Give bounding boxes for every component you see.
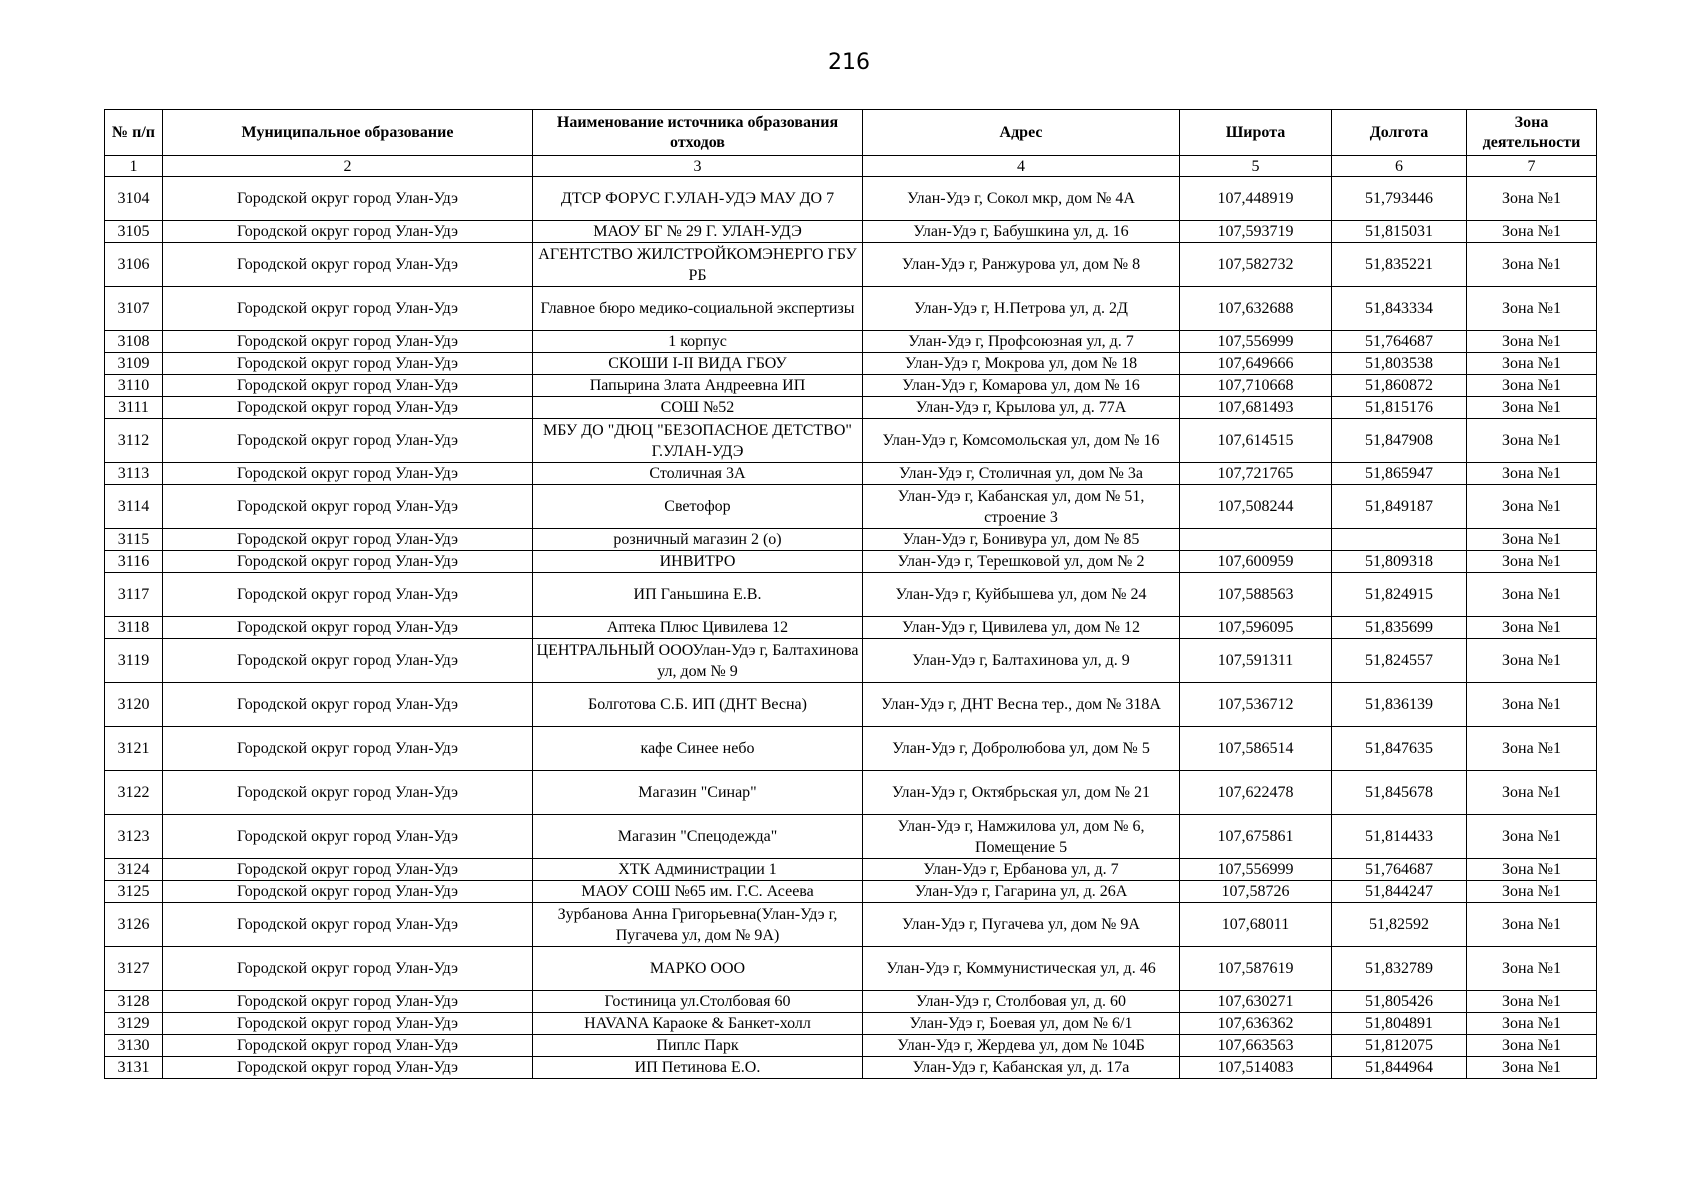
column-number: 3 <box>533 156 863 177</box>
table-row <box>105 1057 1597 1079</box>
cell-address: Улан-Удэ г, Мокрова ул, дом № 18 <box>863 353 1180 375</box>
cell-row-number: 3127 <box>105 947 163 991</box>
cell-zone: Зона №1 <box>1467 353 1597 375</box>
cell-zone: Зона №1 <box>1467 1013 1597 1035</box>
cell-source-name: МАОУ БГ № 29 Г. УЛАН-УДЭ <box>533 221 863 243</box>
cell-latitude: 107,536712 <box>1180 683 1332 727</box>
cell-address: Улан-Удэ г, Боевая ул, дом № 6/1 <box>863 1013 1180 1035</box>
cell-latitude: 107,632688 <box>1180 287 1332 331</box>
cell-zone: Зона №1 <box>1467 529 1597 551</box>
cell-address: Улан-Удэ г, Терешковой ул, дом № 2 <box>863 551 1180 573</box>
cell-longitude: 51,844247 <box>1332 881 1467 903</box>
cell-longitude: 51,843334 <box>1332 287 1467 331</box>
cell-latitude: 107,622478 <box>1180 771 1332 815</box>
cell-source-name: Главное бюро медико-социальной экспертизы <box>533 287 863 331</box>
cell-address: Улан-Удэ г, Крылова ул, д. 77А <box>863 397 1180 419</box>
cell-longitude: 51,835699 <box>1332 617 1467 639</box>
cell-row-number: 3105 <box>105 221 163 243</box>
cell-latitude: 107,587619 <box>1180 947 1332 991</box>
cell-source-name: 1 корпус <box>533 331 863 353</box>
table-row <box>105 397 1597 419</box>
table-row <box>105 639 1597 683</box>
cell-municipality: Городской округ город Улан-Удэ <box>163 1035 533 1057</box>
cell-latitude: 107,675861 <box>1180 815 1332 859</box>
cell-municipality: Городской округ город Улан-Удэ <box>163 177 533 221</box>
cell-row-number: 3109 <box>105 353 163 375</box>
cell-row-number: 3121 <box>105 727 163 771</box>
cell-latitude: 107,448919 <box>1180 177 1332 221</box>
cell-municipality: Городской округ город Улан-Удэ <box>163 947 533 991</box>
cell-zone: Зона №1 <box>1467 397 1597 419</box>
cell-address: Улан-Удэ г, Цивилева ул, дом № 12 <box>863 617 1180 639</box>
table-row <box>105 573 1597 617</box>
cell-longitude: 51,764687 <box>1332 859 1467 881</box>
cell-address: Улан-Удэ г, Пугачева ул, дом № 9А <box>863 903 1180 947</box>
table-row <box>105 859 1597 881</box>
cell-row-number: 3104 <box>105 177 163 221</box>
cell-address: Улан-Удэ г, Ербанова ул, д. 7 <box>863 859 1180 881</box>
cell-latitude: 107,68011 <box>1180 903 1332 947</box>
cell-row-number: 3116 <box>105 551 163 573</box>
cell-longitude: 51,847635 <box>1332 727 1467 771</box>
cell-zone: Зона №1 <box>1467 903 1597 947</box>
table-row <box>105 1035 1597 1057</box>
cell-longitude: 51,812075 <box>1332 1035 1467 1057</box>
cell-source-name: СОШ №52 <box>533 397 863 419</box>
table-row <box>105 463 1597 485</box>
cell-source-name: МБУ ДО "ДЮЦ "БЕЗОПАСНОЕ ДЕТСТВО" Г.УЛАН-УДЭ <box>533 419 863 463</box>
cell-zone: Зона №1 <box>1467 771 1597 815</box>
cell-address: Улан-Удэ г, Кабанская ул, д. 17а <box>863 1057 1180 1079</box>
table-row <box>105 1013 1597 1035</box>
cell-longitude: 51,832789 <box>1332 947 1467 991</box>
cell-source-name: ИП Петинова Е.О. <box>533 1057 863 1079</box>
cell-municipality: Городской округ город Улан-Удэ <box>163 397 533 419</box>
cell-row-number: 3131 <box>105 1057 163 1079</box>
cell-municipality: Городской округ город Улан-Удэ <box>163 683 533 727</box>
cell-longitude: 51,793446 <box>1332 177 1467 221</box>
cell-municipality: Городской округ город Улан-Удэ <box>163 529 533 551</box>
cell-address: Улан-Удэ г, Комсомольская ул, дом № 16 <box>863 419 1180 463</box>
cell-zone: Зона №1 <box>1467 177 1597 221</box>
cell-municipality: Городской округ город Улан-Удэ <box>163 617 533 639</box>
cell-longitude: 51,824557 <box>1332 639 1467 683</box>
cell-municipality: Городской округ город Улан-Удэ <box>163 991 533 1013</box>
cell-row-number: 3107 <box>105 287 163 331</box>
cell-source-name: HAVANA Караоке & Банкет-холл <box>533 1013 863 1035</box>
cell-zone: Зона №1 <box>1467 991 1597 1013</box>
column-number-row <box>105 156 1597 177</box>
cell-source-name: розничный магазин 2 (о) <box>533 529 863 551</box>
table-row <box>105 287 1597 331</box>
cell-longitude: 51,844964 <box>1332 1057 1467 1079</box>
cell-zone: Зона №1 <box>1467 1057 1597 1079</box>
cell-row-number: 3126 <box>105 903 163 947</box>
cell-address: Улан-Удэ г, Н.Петрова ул, д. 2Д <box>863 287 1180 331</box>
cell-longitude: 51,809318 <box>1332 551 1467 573</box>
cell-latitude: 107,710668 <box>1180 375 1332 397</box>
cell-row-number: 3114 <box>105 485 163 529</box>
table-row <box>105 727 1597 771</box>
column-number: 2 <box>163 156 533 177</box>
cell-row-number: 3119 <box>105 639 163 683</box>
cell-address: Улан-Удэ г, Октябрьская ул, дом № 21 <box>863 771 1180 815</box>
cell-source-name: Пиплс Парк <box>533 1035 863 1057</box>
cell-source-name: Гостиница ул.Столбовая 60 <box>533 991 863 1013</box>
header-row-number: № п/п <box>105 110 163 156</box>
cell-row-number: 3124 <box>105 859 163 881</box>
cell-latitude: 107,596095 <box>1180 617 1332 639</box>
cell-latitude: 107,630271 <box>1180 991 1332 1013</box>
table-row <box>105 771 1597 815</box>
cell-longitude: 51,845678 <box>1332 771 1467 815</box>
cell-address: Улан-Удэ г, Кабанская ул, дом № 51, строение 3 <box>863 485 1180 529</box>
cell-latitude: 107,556999 <box>1180 859 1332 881</box>
cell-source-name: Папырина Злата Андреевна ИП <box>533 375 863 397</box>
header-address: Адрес <box>863 110 1180 156</box>
cell-source-name: ЦЕНТРАЛЬНЫЙ ОООУлан-Удэ г, Балтахинова ул, дом № 9 <box>533 639 863 683</box>
column-number: 6 <box>1332 156 1467 177</box>
cell-municipality: Городской округ город Улан-Удэ <box>163 881 533 903</box>
cell-zone: Зона №1 <box>1467 881 1597 903</box>
cell-zone: Зона №1 <box>1467 573 1597 617</box>
cell-latitude: 107,636362 <box>1180 1013 1332 1035</box>
cell-row-number: 3130 <box>105 1035 163 1057</box>
cell-latitude: 107,514083 <box>1180 1057 1332 1079</box>
table-row <box>105 529 1597 551</box>
cell-row-number: 3122 <box>105 771 163 815</box>
cell-longitude: 51,836139 <box>1332 683 1467 727</box>
cell-zone: Зона №1 <box>1467 419 1597 463</box>
table-row <box>105 683 1597 727</box>
header-row <box>105 110 1597 156</box>
cell-municipality: Городской округ город Улан-Удэ <box>163 815 533 859</box>
cell-address: Улан-Удэ г, Столбовая ул, д. 60 <box>863 991 1180 1013</box>
cell-latitude: 107,721765 <box>1180 463 1332 485</box>
page-number: 216 <box>828 50 870 75</box>
cell-longitude: 51,814433 <box>1332 815 1467 859</box>
cell-latitude <box>1180 529 1332 551</box>
cell-longitude: 51,847908 <box>1332 419 1467 463</box>
cell-latitude: 107,556999 <box>1180 331 1332 353</box>
cell-row-number: 3120 <box>105 683 163 727</box>
table-row <box>105 991 1597 1013</box>
table-row <box>105 947 1597 991</box>
cell-source-name: СКОШИ I-II ВИДА ГБОУ <box>533 353 863 375</box>
cell-address: Улан-Удэ г, Коммунистическая ул, д. 46 <box>863 947 1180 991</box>
cell-zone: Зона №1 <box>1467 243 1597 287</box>
cell-longitude: 51,805426 <box>1332 991 1467 1013</box>
table-row <box>105 419 1597 463</box>
cell-row-number: 3128 <box>105 991 163 1013</box>
cell-row-number: 3112 <box>105 419 163 463</box>
cell-address: Улан-Удэ г, Намжилова ул, дом № 6, Помещение 5 <box>863 815 1180 859</box>
cell-longitude: 51,865947 <box>1332 463 1467 485</box>
cell-zone: Зона №1 <box>1467 331 1597 353</box>
cell-address: Улан-Удэ г, Добролюбова ул, дом № 5 <box>863 727 1180 771</box>
cell-longitude: 51,815031 <box>1332 221 1467 243</box>
table-row <box>105 551 1597 573</box>
cell-latitude: 107,588563 <box>1180 573 1332 617</box>
table-row <box>105 353 1597 375</box>
cell-longitude: 51,815176 <box>1332 397 1467 419</box>
cell-address: Улан-Удэ г, Бонивура ул, дом № 85 <box>863 529 1180 551</box>
cell-row-number: 3125 <box>105 881 163 903</box>
header-latitude: Широта <box>1180 110 1332 156</box>
table-row <box>105 617 1597 639</box>
table-row <box>105 331 1597 353</box>
cell-zone: Зона №1 <box>1467 551 1597 573</box>
cell-address: Улан-Удэ г, Профсоюзная ул, д. 7 <box>863 331 1180 353</box>
cell-longitude <box>1332 529 1467 551</box>
cell-longitude: 51,860872 <box>1332 375 1467 397</box>
cell-address: Улан-Удэ г, Комарова ул, дом № 16 <box>863 375 1180 397</box>
cell-row-number: 3106 <box>105 243 163 287</box>
cell-municipality: Городской округ город Улан-Удэ <box>163 771 533 815</box>
cell-source-name: Магазин "Синар" <box>533 771 863 815</box>
cell-latitude: 107,649666 <box>1180 353 1332 375</box>
cell-source-name: МАРКО ООО <box>533 947 863 991</box>
cell-zone: Зона №1 <box>1467 485 1597 529</box>
cell-row-number: 3115 <box>105 529 163 551</box>
cell-row-number: 3108 <box>105 331 163 353</box>
cell-address: Улан-Удэ г, Сокол мкр, дом № 4А <box>863 177 1180 221</box>
column-number: 1 <box>105 156 163 177</box>
cell-source-name: Светофор <box>533 485 863 529</box>
cell-row-number: 3123 <box>105 815 163 859</box>
table-row <box>105 221 1597 243</box>
cell-municipality: Городской округ город Улан-Удэ <box>163 419 533 463</box>
cell-longitude: 51,764687 <box>1332 331 1467 353</box>
cell-municipality: Городской округ город Улан-Удэ <box>163 243 533 287</box>
table-body <box>105 156 1597 1079</box>
cell-address: Улан-Удэ г, Гагарина ул, д. 26А <box>863 881 1180 903</box>
table-row <box>105 375 1597 397</box>
cell-zone: Зона №1 <box>1467 727 1597 771</box>
cell-zone: Зона №1 <box>1467 1035 1597 1057</box>
cell-address: Улан-Удэ г, ДНТ Весна тер., дом № 318А <box>863 683 1180 727</box>
column-number: 4 <box>863 156 1180 177</box>
cell-zone: Зона №1 <box>1467 221 1597 243</box>
cell-zone: Зона №1 <box>1467 463 1597 485</box>
cell-municipality: Городской округ город Улан-Удэ <box>163 221 533 243</box>
cell-source-name: ИНВИТРО <box>533 551 863 573</box>
table-row <box>105 881 1597 903</box>
cell-longitude: 51,804891 <box>1332 1013 1467 1035</box>
cell-source-name: Зурбанова Анна Григорьевна(Улан-Удэ г, Пугачева ул, дом № 9А) <box>533 903 863 947</box>
table-row <box>105 815 1597 859</box>
cell-latitude: 107,663563 <box>1180 1035 1332 1057</box>
cell-municipality: Городской округ город Улан-Удэ <box>163 463 533 485</box>
cell-latitude: 107,593719 <box>1180 221 1332 243</box>
cell-address: Улан-Удэ г, Жердева ул, дом № 104Б <box>863 1035 1180 1057</box>
table-row <box>105 903 1597 947</box>
cell-source-name: ХТК Администрации 1 <box>533 859 863 881</box>
cell-row-number: 3113 <box>105 463 163 485</box>
column-number: 5 <box>1180 156 1332 177</box>
header-municipality: Муниципальное образование <box>163 110 533 156</box>
cell-municipality: Городской округ город Улан-Удэ <box>163 1057 533 1079</box>
cell-latitude: 107,600959 <box>1180 551 1332 573</box>
header-longitude: Долгота <box>1332 110 1467 156</box>
table-row <box>105 177 1597 221</box>
cell-row-number: 3111 <box>105 397 163 419</box>
cell-longitude: 51,835221 <box>1332 243 1467 287</box>
cell-latitude: 107,591311 <box>1180 639 1332 683</box>
cell-zone: Зона №1 <box>1467 815 1597 859</box>
cell-address: Улан-Удэ г, Столичная ул, дом № 3а <box>863 463 1180 485</box>
cell-longitude: 51,803538 <box>1332 353 1467 375</box>
cell-source-name: Магазин "Спецодежда" <box>533 815 863 859</box>
cell-municipality: Городской округ город Улан-Удэ <box>163 353 533 375</box>
cell-latitude: 107,508244 <box>1180 485 1332 529</box>
table-row <box>105 243 1597 287</box>
cell-latitude: 107,586514 <box>1180 727 1332 771</box>
cell-municipality: Городской округ город Улан-Удэ <box>163 903 533 947</box>
table-row <box>105 485 1597 529</box>
cell-source-name: Болготова С.Б. ИП (ДНТ Весна) <box>533 683 863 727</box>
cell-municipality: Городской округ город Улан-Удэ <box>163 551 533 573</box>
cell-source-name: кафе Синее небо <box>533 727 863 771</box>
cell-source-name: Столичная 3А <box>533 463 863 485</box>
cell-zone: Зона №1 <box>1467 947 1597 991</box>
cell-municipality: Городской округ город Улан-Удэ <box>163 331 533 353</box>
cell-municipality: Городской округ город Улан-Удэ <box>163 1013 533 1035</box>
cell-row-number: 3129 <box>105 1013 163 1035</box>
cell-latitude: 107,614515 <box>1180 419 1332 463</box>
cell-source-name: АГЕНТСТВО ЖИЛСТРОЙКОМЭНЕРГО ГБУ РБ <box>533 243 863 287</box>
cell-source-name: ИП Ганьшина Е.В. <box>533 573 863 617</box>
cell-municipality: Городской округ город Улан-Удэ <box>163 639 533 683</box>
cell-source-name: ДТСР ФОРУС Г.УЛАН-УДЭ МАУ ДО 7 <box>533 177 863 221</box>
cell-zone: Зона №1 <box>1467 639 1597 683</box>
header-zone: Зона деятельности <box>1467 110 1597 156</box>
cell-zone: Зона №1 <box>1467 859 1597 881</box>
cell-longitude: 51,824915 <box>1332 573 1467 617</box>
column-number: 7 <box>1467 156 1597 177</box>
cell-municipality: Городской округ город Улан-Удэ <box>163 727 533 771</box>
cell-address: Улан-Удэ г, Ранжурова ул, дом № 8 <box>863 243 1180 287</box>
cell-address: Улан-Удэ г, Куйбышева ул, дом № 24 <box>863 573 1180 617</box>
cell-longitude: 51,82592 <box>1332 903 1467 947</box>
cell-latitude: 107,582732 <box>1180 243 1332 287</box>
cell-latitude: 107,681493 <box>1180 397 1332 419</box>
cell-source-name: МАОУ СОШ №65 им. Г.С. Асеева <box>533 881 863 903</box>
cell-address: Улан-Удэ г, Балтахинова ул, д. 9 <box>863 639 1180 683</box>
cell-row-number: 3117 <box>105 573 163 617</box>
cell-municipality: Городской округ город Улан-Удэ <box>163 375 533 397</box>
cell-zone: Зона №1 <box>1467 375 1597 397</box>
cell-address: Улан-Удэ г, Бабушкина ул, д. 16 <box>863 221 1180 243</box>
cell-municipality: Городской округ город Улан-Удэ <box>163 859 533 881</box>
cell-latitude: 107,58726 <box>1180 881 1332 903</box>
cell-zone: Зона №1 <box>1467 287 1597 331</box>
cell-municipality: Городской округ город Улан-Удэ <box>163 287 533 331</box>
cell-zone: Зона №1 <box>1467 683 1597 727</box>
cell-row-number: 3118 <box>105 617 163 639</box>
cell-longitude: 51,849187 <box>1332 485 1467 529</box>
cell-municipality: Городской округ город Улан-Удэ <box>163 485 533 529</box>
header-source-name: Наименование источника образования отходов <box>533 110 863 156</box>
cell-zone: Зона №1 <box>1467 617 1597 639</box>
cell-municipality: Городской округ город Улан-Удэ <box>163 573 533 617</box>
cell-row-number: 3110 <box>105 375 163 397</box>
cell-source-name: Аптека Плюс Цивилева 12 <box>533 617 863 639</box>
waste-sources-table <box>104 109 1597 1079</box>
